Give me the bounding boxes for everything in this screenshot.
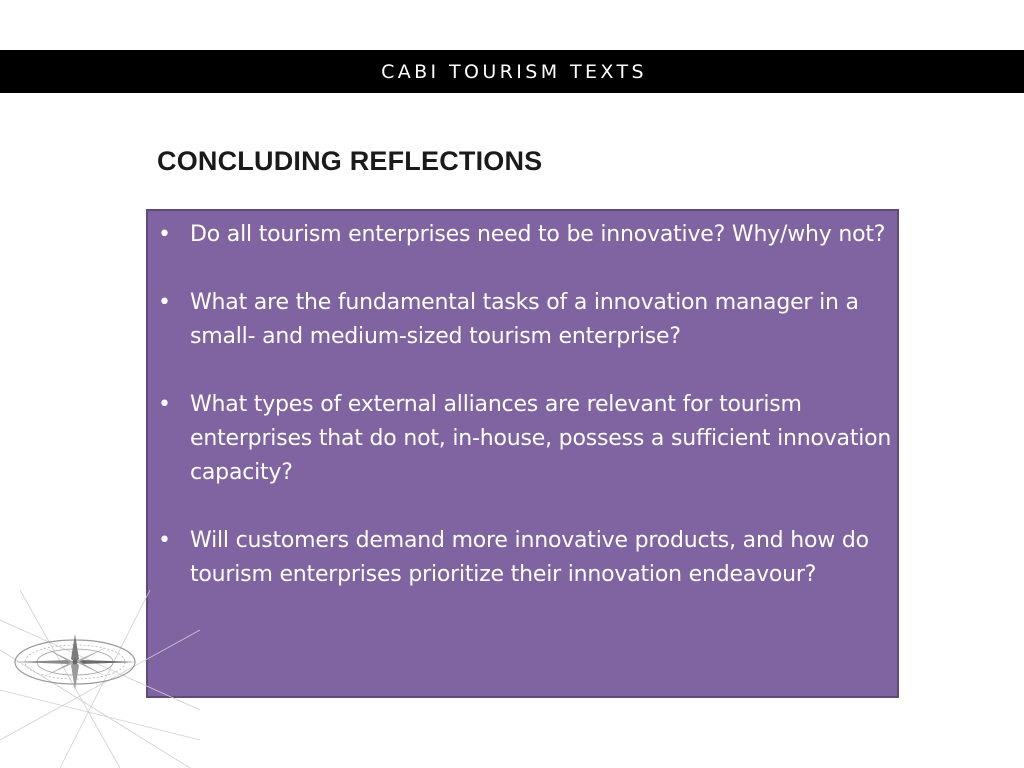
bullet-item: [158, 286, 893, 354]
bullet-text: Do all tourism enterprises need to be innovative? Why/why not?: [190, 222, 886, 247]
bullet-item: [158, 524, 893, 592]
bullet-text: Will customers demand more innovative products, and how do tourism enterprises prioritize their innovation endeavour?: [190, 528, 869, 587]
bullet-item: [158, 388, 893, 490]
header-title: CABI TOURISM TEXTS: [381, 60, 647, 83]
bullet-dot-icon: •: [158, 290, 171, 315]
bullet-dot-icon: •: [158, 222, 171, 247]
reflection-box: [146, 209, 899, 698]
header-bar: [0, 50, 1024, 93]
bullet-list: [158, 218, 893, 592]
bullet-dot-icon: •: [158, 528, 171, 553]
slide-title: CONCLUDING REFLECTIONS: [157, 146, 543, 176]
bullet-item: [158, 218, 893, 252]
bullet-text: What are the fundamental tasks of a innovation manager in a small- and medium-sized tourism enterprise?: [190, 290, 859, 349]
bullet-dot-icon: •: [158, 392, 171, 417]
bullet-text: What types of external alliances are relevant for tourism enterprises that do not, in-house, possess a sufficient innovation capacity?: [190, 392, 892, 485]
compass-rose-icon: [0, 590, 200, 768]
